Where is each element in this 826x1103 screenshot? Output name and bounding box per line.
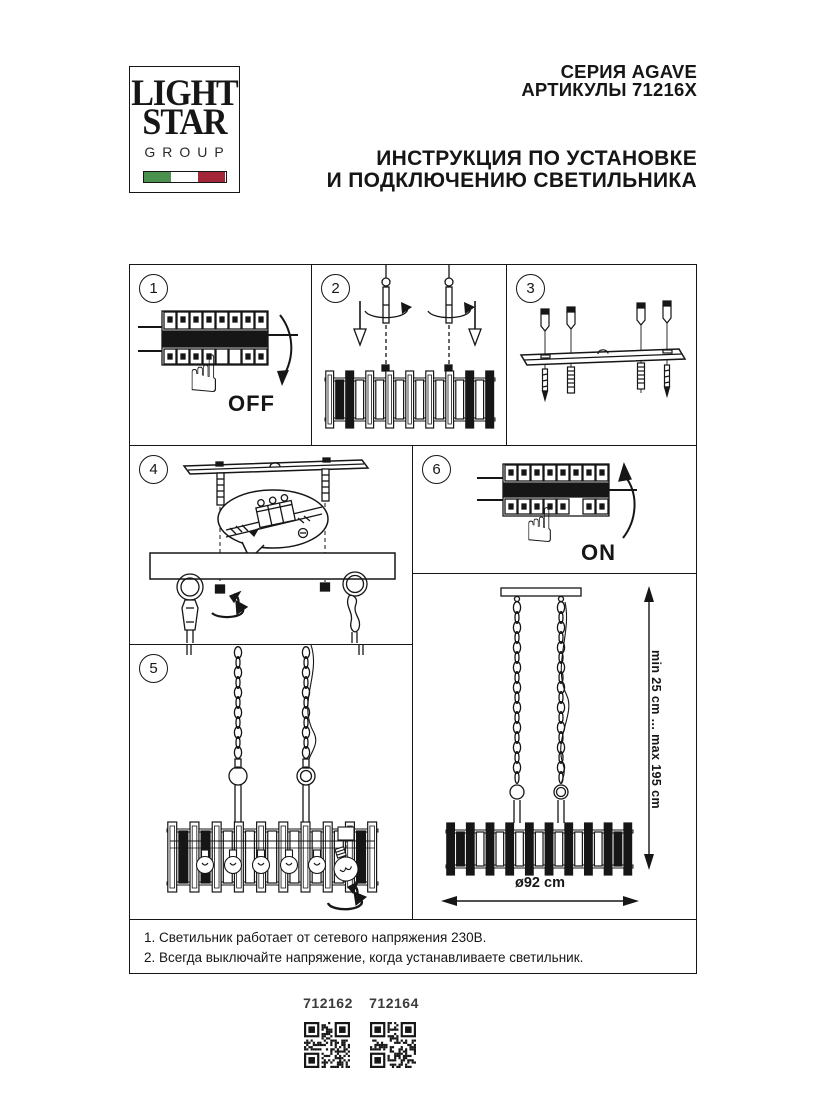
step-3-number: 3 <box>516 274 545 303</box>
product-code-712162: 712162 <box>303 995 353 1011</box>
step-5-panel <box>129 644 414 921</box>
canopy-wiring-diagram <box>130 446 412 643</box>
series-title: СЕРИЯ AGAVE <box>560 61 697 82</box>
tighten-arrow-icon <box>212 592 247 617</box>
mounting-bar <box>521 349 685 365</box>
product-code-712164: 712164 <box>369 995 419 1011</box>
instruction-title-line2: И ПОДКЛЮЧЕНИЮ СВЕТИЛЬНИКА <box>326 168 697 192</box>
italian-flag-stripe <box>143 171 227 183</box>
step-2-number: 2 <box>321 274 350 303</box>
header-text-block <box>327 63 697 191</box>
flag-red <box>198 172 225 182</box>
power-cord <box>308 645 316 759</box>
suspension-hook-right <box>343 572 367 643</box>
chandelier-body <box>446 823 633 875</box>
safety-notes-box <box>129 919 697 974</box>
logo-light-text: LIGHT <box>131 73 238 114</box>
screws-and-studs <box>543 363 670 400</box>
ceiling-plate <box>501 588 581 596</box>
note-2: 2. Всегда выключайте напряжение, когда устанавливаете светильник. <box>144 949 584 965</box>
note-1: 1. Светильник работает от сетевого напряжения 230В. <box>144 930 487 945</box>
logo-group-text: GROUP <box>144 144 231 160</box>
hanging-fixture-diagram <box>130 645 412 919</box>
step-5-number: 5 <box>139 654 168 683</box>
circuit-breaker-row <box>503 464 609 516</box>
wiring-magnifier <box>218 490 328 559</box>
ceiling-bracket <box>184 458 368 474</box>
step-4-panel <box>129 445 414 645</box>
step-1-panel <box>129 264 313 446</box>
step-4-number: 4 <box>139 455 168 484</box>
step-6-number: 6 <box>422 455 451 484</box>
instruction-title-line1: ИНСТРУКЦИЯ ПО УСТАНОВКЕ <box>376 147 697 170</box>
switch-up-arrow-icon <box>619 464 635 538</box>
wall-anchors <box>541 301 671 331</box>
diameter-dimension-arrow <box>441 896 639 906</box>
canopy-plate <box>150 553 395 579</box>
logo-star-text: STAR <box>142 102 227 143</box>
down-arrow-icon <box>354 301 481 345</box>
lightstar-logo <box>129 66 240 193</box>
step-1-number: 1 <box>139 274 168 303</box>
chain-left <box>234 647 241 759</box>
chain-left <box>513 602 520 784</box>
step-2-panel <box>311 264 508 446</box>
qr-code-712162 <box>304 1022 350 1068</box>
qr-code-712164 <box>370 1022 416 1068</box>
pointing-hand-icon: ☝ <box>188 345 220 405</box>
step-3-panel <box>506 264 697 446</box>
on-label: ON <box>581 540 616 565</box>
flag-white <box>171 172 198 182</box>
articles-title: АРТИКУЛЫ 71216X <box>521 78 697 100</box>
step-6-panel <box>412 445 697 575</box>
rotation-arrow-icon <box>365 302 475 318</box>
chandelier-body <box>325 371 495 428</box>
suspension-ring-left <box>177 574 203 643</box>
off-label: OFF <box>228 391 275 416</box>
suspension-height-label: min 25 cm ... max 195 cm <box>649 650 663 809</box>
diameter-label: ø92 cm <box>515 875 565 891</box>
instruction-title <box>327 148 697 191</box>
flag-green <box>144 172 171 182</box>
suspension-rods <box>382 265 453 323</box>
switch-down-arrow-icon <box>277 315 291 386</box>
pointing-hand-icon: ☝ <box>525 498 555 554</box>
